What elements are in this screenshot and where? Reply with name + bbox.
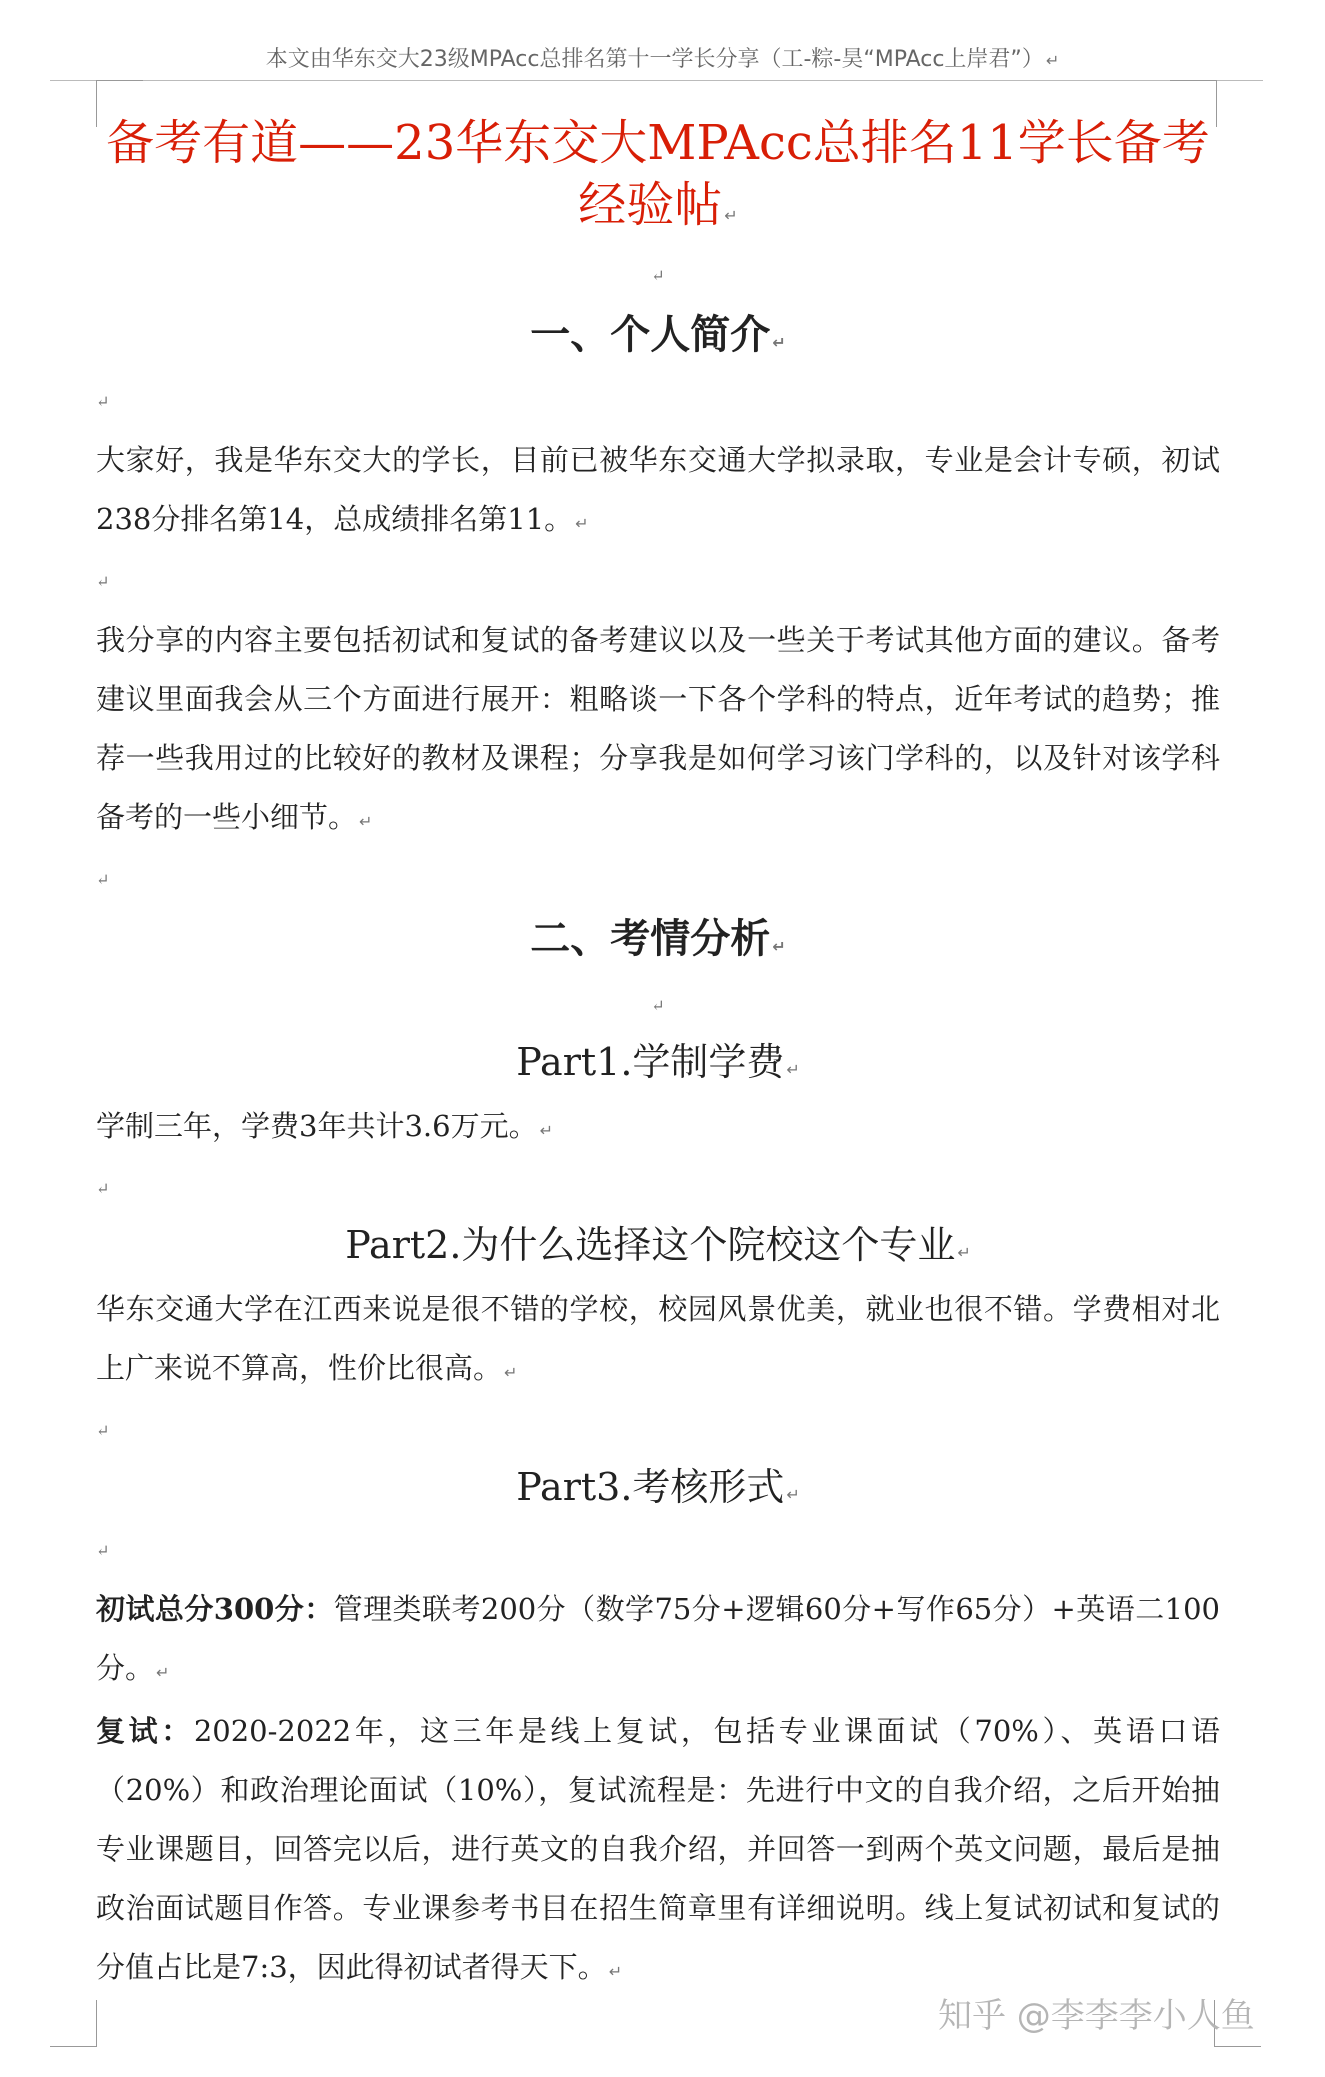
document-title: 备考有道——23华东交大MPAcc总排名11学长备考经验帖 ↵ bbox=[106, 115, 1210, 233]
empty-paragraph: ↵ bbox=[96, 1421, 110, 1440]
intro-paragraph: 大家好，我是华东交大的学长，目前已被华东交通大学拟录取，专业是会计专硕，初试238分排名第14，总成绩排名第11。 ↵ bbox=[96, 443, 1220, 536]
section-heading-intro: 一、个人简介 ↵ bbox=[530, 311, 786, 358]
empty-paragraph: ↵ bbox=[651, 266, 665, 285]
intro-paragraph: 我分享的内容主要包括初试和复试的备考建议以及一些关于考试其他方面的建议。备考建议里面我会从三个方面进行展开：粗略谈一下各个学科的特点，近年考试的趋势；推荐一些我用过的比较好的教材及课程；分享我是如何学习该门学科的，以及针对该学科备考的一些小细节。 ↵ bbox=[96, 623, 1220, 834]
empty-paragraph: ↵ bbox=[96, 870, 110, 889]
zhihu-watermark: 知乎 @李李李小人鱼 bbox=[938, 1996, 1255, 2036]
crop-mark-bottom-left bbox=[50, 2000, 97, 2047]
empty-paragraph: ↵ bbox=[96, 1179, 110, 1198]
part1-heading: Part1.学制学费 ↵ bbox=[516, 1040, 800, 1084]
empty-paragraph: ↵ bbox=[96, 1541, 110, 1560]
header-note: 本文由华东交大23级MPAcc总排名第十一学长分享（工-粽-昊“MPAcc上岸君”） ↵ bbox=[265, 47, 1060, 72]
retest-lead: 复试： bbox=[96, 1714, 194, 1748]
empty-paragraph: ↵ bbox=[96, 572, 110, 591]
part2-text: 华东交通大学在江西来说是很不错的学校，校园风景优美，就业也很不错。学费相对北上广来说不算高，性价比很高。 ↵ bbox=[96, 1292, 1220, 1385]
part2-heading: Part2.为什么选择这个院校这个专业 ↵ bbox=[345, 1223, 971, 1267]
retest-paragraph: 复试：2020-2022年，这三年是线上复试，包括专业课面试（70%）、英语口语（20%）和政治理论面试（10%），复试流程是：先进行中文的自我介绍，之后开始抽专业课题目，回答完以后，进行英文的自我介绍，并回答一到两个英文问题，最后是抽政治面试题目作答。专业课参考书目在招生简章里有详细说明。线上复试初试和复试的分值占比是7:3，因此得初试者得天下。 ↵ bbox=[96, 1714, 1220, 1984]
empty-paragraph: ↵ bbox=[96, 392, 110, 411]
section-heading-analysis: 二、考情分析 ↵ bbox=[530, 915, 786, 962]
part3-heading: Part3.考核形式 ↵ bbox=[516, 1465, 800, 1509]
header-divider bbox=[50, 80, 1263, 81]
document-page bbox=[96, 112, 1220, 2001]
part1-text: 学制三年，学费3年共计3.6万元。 ↵ bbox=[96, 1109, 553, 1143]
empty-paragraph: ↵ bbox=[651, 996, 665, 1015]
written-exam-paragraph: 初试总分300分：管理类联考200分（数学75分+逻辑60分+写作65分）+英语二100分。 ↵ bbox=[96, 1592, 1220, 1685]
written-exam-lead: 初试总分300分： bbox=[96, 1592, 334, 1626]
